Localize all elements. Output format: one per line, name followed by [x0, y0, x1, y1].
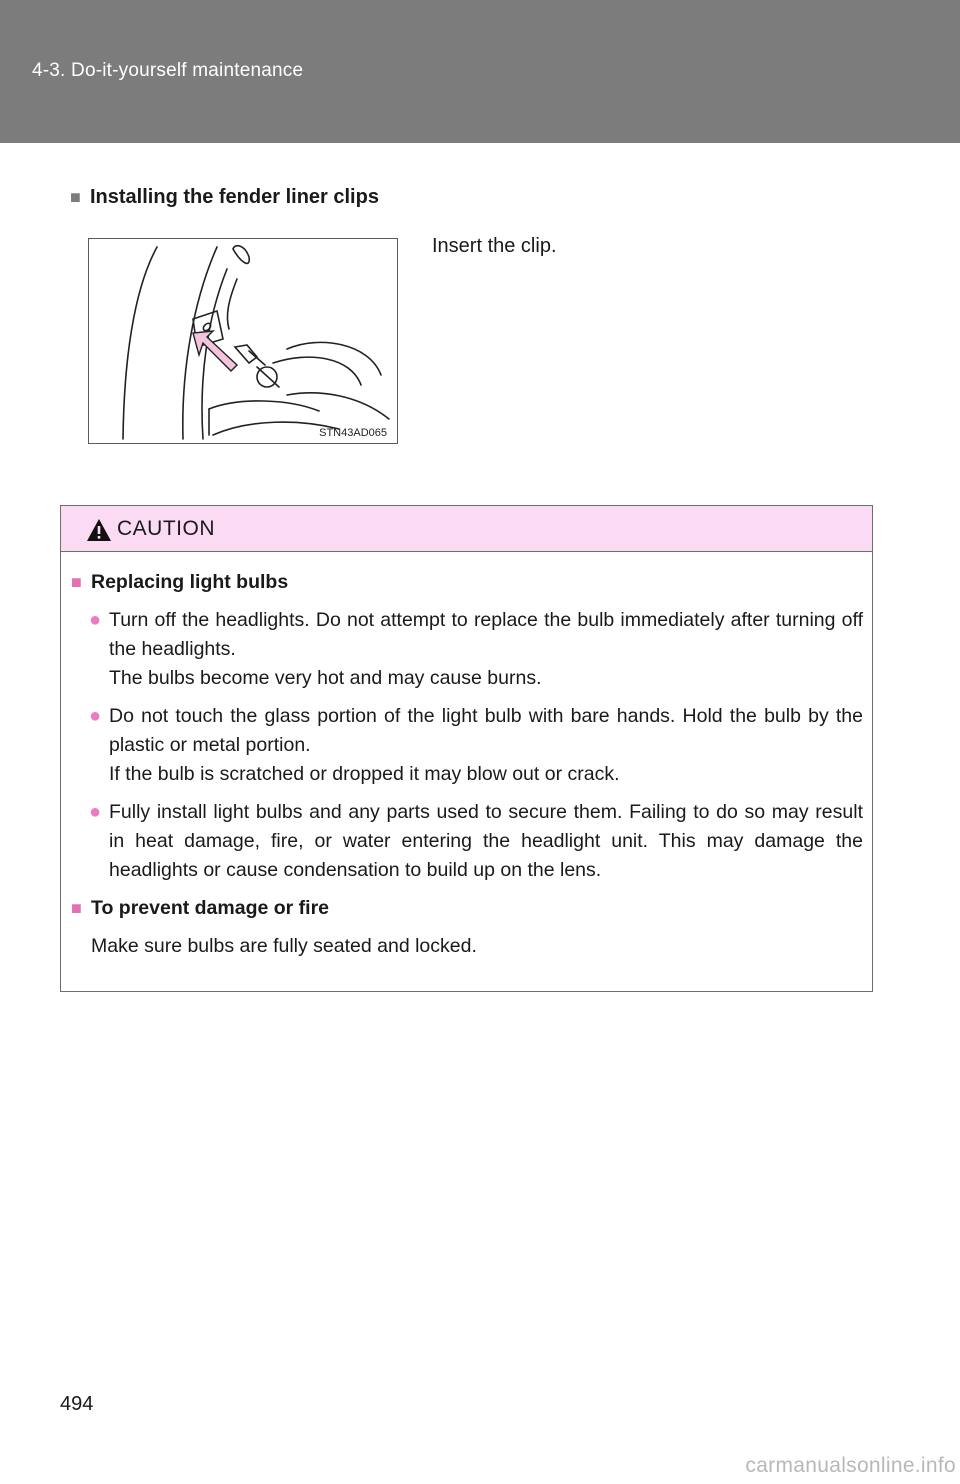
figure-code: STN43AD065: [319, 427, 387, 439]
square-bullet-icon: ■: [70, 187, 81, 207]
fender-clip-illustration: [88, 238, 398, 444]
bullet-text: Turn off the headlights. Do not attempt to replace the bulb immediately after turning off the headlights.: [109, 609, 863, 660]
caution-title: CAUTION: [117, 517, 215, 540]
round-bullet-icon: ●: [89, 705, 102, 727]
square-bullet-icon: ■: [71, 898, 82, 918]
square-bullet-icon: ■: [71, 572, 82, 592]
bullet-text: If the bulb is scratched or dropped it may blow out or crack.: [109, 763, 620, 785]
watermark: carmanualsonline.info: [745, 1454, 956, 1477]
clip-drawing: [89, 239, 397, 443]
bullet-text: Do not touch the glass portion of the light bulb with bare hands. Hold the bulb by the plastic or metal portion.: [109, 705, 863, 756]
caution-subheading: [71, 568, 863, 597]
caution-box: [60, 505, 873, 992]
section-title: 4-3. Do-it-yourself maintenance: [32, 60, 304, 81]
section-heading: [70, 186, 379, 209]
caution-subheading-text: To prevent damage or fire: [91, 897, 330, 919]
page-number: 494: [60, 1393, 94, 1415]
section-heading-text: Installing the fender liner clips: [90, 186, 379, 208]
caution-text: Make sure bulbs are fully seated and locked.: [91, 935, 477, 957]
bullet-text: The bulbs become very hot and may cause burns.: [109, 667, 542, 689]
insert-direction-arrow-icon: [193, 331, 237, 371]
instruction-text: Insert the clip.: [432, 235, 557, 257]
list-item: [89, 606, 863, 693]
round-bullet-icon: ●: [89, 609, 102, 631]
caution-subheading: [71, 894, 863, 923]
caution-body: [71, 568, 863, 961]
page-header: [0, 0, 960, 143]
warning-triangle-icon: [86, 518, 112, 542]
round-bullet-icon: ●: [89, 801, 102, 823]
list-item: [89, 798, 863, 885]
bullet-text: Fully install light bulbs and any parts used to secure them. Failing to do so may result in heat damage, fire, or water entering the headlight unit. This may damage the headlights or cause condensation to build up on the lens.: [109, 801, 863, 881]
caution-subheading-text: Replacing light bulbs: [91, 571, 289, 593]
list-item: [89, 702, 863, 789]
caution-header: [61, 506, 872, 552]
